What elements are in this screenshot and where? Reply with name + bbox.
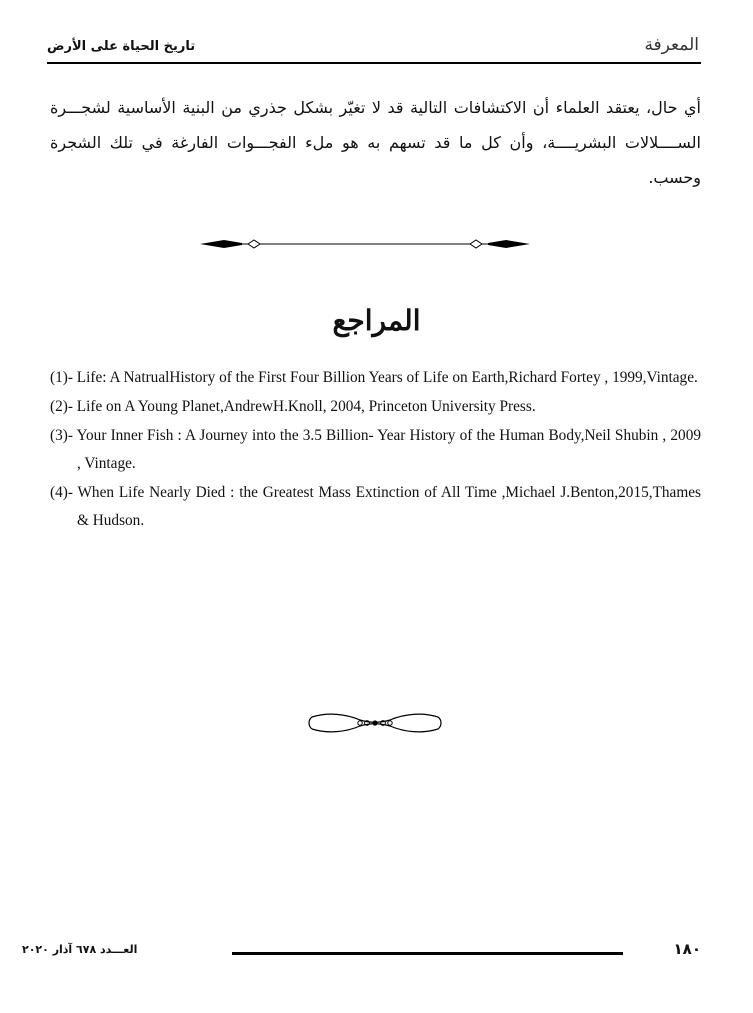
issue-info: العـــدد ٦٧٨ آذار ٢٠٢٠ — [22, 943, 138, 956]
divider-right-diamond — [470, 240, 482, 248]
divider-left-spike — [200, 240, 242, 248]
divider-right-spike — [488, 240, 530, 248]
ornament-bead — [388, 721, 392, 725]
page-header — [47, 30, 701, 64]
references-heading: المراجع — [332, 304, 421, 337]
magazine-logo: المعرفة — [644, 35, 699, 55]
header-rule — [47, 62, 701, 64]
ornament-bead — [372, 720, 377, 725]
page-number: ١٨٠ — [673, 940, 701, 958]
ornament-left-tip — [309, 717, 312, 729]
ornament-bead — [358, 721, 362, 725]
reference-item: (1)- Life: A NatrualHistory of the First Four Billion Years of Life on Earth,Richard Fortey , 1999,Vintage. — [50, 369, 698, 386]
section-divider — [200, 234, 530, 254]
page-footer — [22, 940, 701, 964]
reference-item: (4)- When Life Nearly Died : the Greatest Mass Extinction of All Time ,Michael J.Benton,2015,Thames & Hudson. — [50, 484, 701, 529]
ornament-right-tip — [438, 717, 441, 729]
reference-item: (3)- Your Inner Fish : A Journey into the 3.5 Billion- Year History of the Human Body,Neil Shubin , 2009 , Vintage. — [50, 427, 701, 472]
divider-left-diamond — [248, 240, 260, 248]
body-paragraph: أي حال، يعتقد العلماء أن الاكتشافات التالية قد لا تغيّر بشكل جذري من البنية الأساسية لشجـــرة الســــلالات البشريــــة، وأن كل ما قد تسهم به هو ملء الفجـــوات الفارغة في تلك الشجرة وحسب. — [50, 98, 701, 187]
footer-rule — [232, 952, 623, 955]
running-title: تاريخ الحياة على الأرض — [47, 39, 196, 54]
references-list — [50, 364, 701, 536]
end-ornament — [308, 708, 442, 738]
reference-item: (2)- Life on A Young Planet,AndrewH.Knoll, 2004, Princeton University Press. — [50, 398, 536, 415]
